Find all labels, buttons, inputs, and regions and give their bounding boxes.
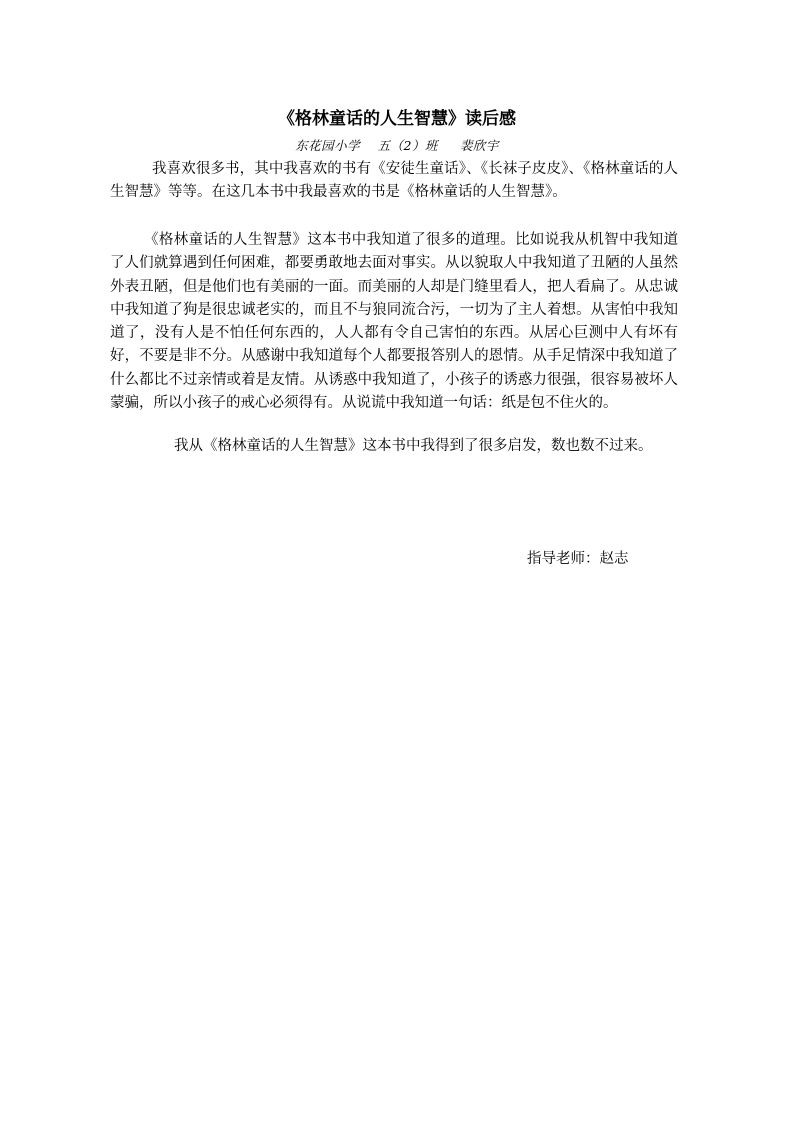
paragraph-conclusion: 我从《格林童话的人生智慧》这本书中我得到了很多启发，数也数不过来。 <box>174 438 653 454</box>
author-byline: 东花园小学 五（2）班 裴欣宇 <box>295 138 499 153</box>
paragraph-intro: 我喜欢很多书，其中我喜欢的书有《安徒生童话》、《长袜子皮皮》、《格林童话的人生智慧》等等。在这几本书中我最喜欢的书是《格林童话的人生智慧》。 <box>110 161 678 201</box>
paragraph-lessons: 《格林童话的人生智慧》这本书中我知道了很多的道理。比如说我从机智中我知道了人们就算遇到任何困难，都要勇敢地去面对事实。从以貌取人中我知道了丑陋的人虽然外表丑陋，但是他们也有美丽的一面。而美丽的人却是门缝里看人，把人看扁了。从忠诚中我知道了狗是很忠诚老实的，而且不与狼同流合污，一切为了主人着想。从害怕中我知道了，没有人是不怕任何东西的，人人都有令自己害怕的东西。从居心巨测中人有坏有好，不要是非不分。从感谢中我知道每个人都要报答别人的恩情。从手足情深中我知道了什么都比不过亲情或着是友情。从诱惑中我知道了，小孩子的诱惑力很强，很容易被坏人蒙骗，所以小孩子的戒心必须得有。从说谎中我知道一句话：纸是包不住火的。 <box>110 232 678 412</box>
teacher-signature: 指导老师：赵志 <box>527 551 629 567</box>
essay-title: 《格林童话的人生智慧》读后感 <box>278 109 516 129</box>
